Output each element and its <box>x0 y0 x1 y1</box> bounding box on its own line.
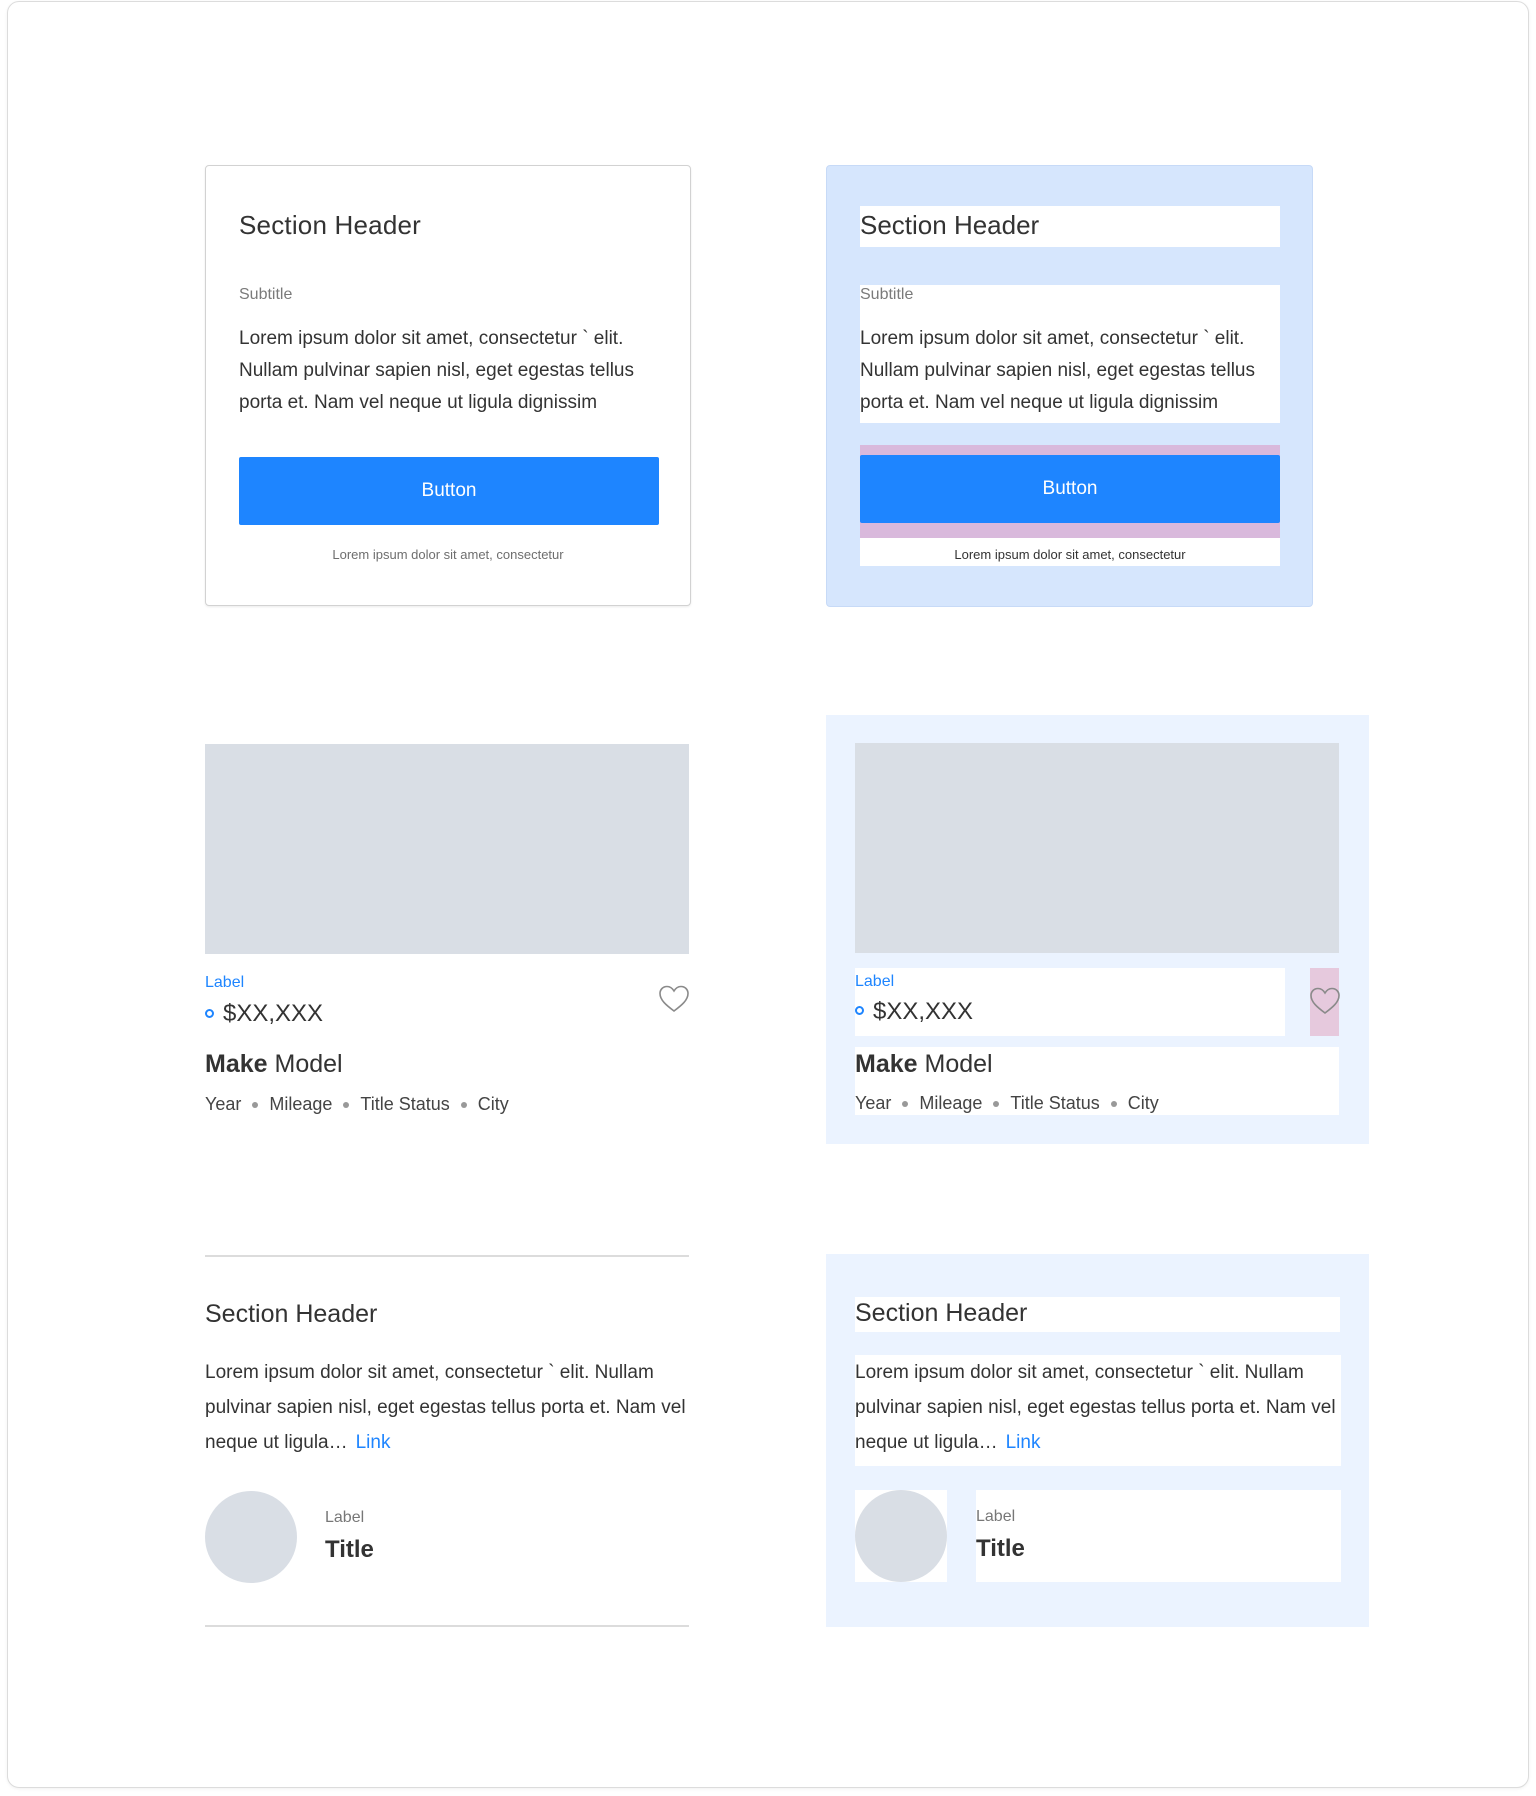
footnote: Lorem ipsum dolor sit amet, consectetur <box>332 547 564 562</box>
avatar <box>855 1490 947 1582</box>
section-header: Section Header <box>205 1300 378 1328</box>
basic-card <box>205 165 691 606</box>
model: Model <box>274 1050 343 1078</box>
status-dot <box>205 1009 214 1018</box>
article-body <box>855 1355 1345 1460</box>
author-highlight <box>976 1490 1341 1582</box>
listing-image-placeholder <box>205 744 689 954</box>
primary-button[interactable]: Button <box>239 457 659 525</box>
divider <box>205 1625 689 1627</box>
listing-label: Label <box>855 973 895 990</box>
section-header: Section Header <box>855 1299 1028 1327</box>
meta-city: City <box>1127 1093 1159 1113</box>
model: Model <box>924 1050 993 1078</box>
author-label: Label <box>325 1509 365 1526</box>
section-header: Section Header <box>239 210 422 240</box>
author-title: Title <box>976 1535 1025 1562</box>
bullet-dot <box>1111 1101 1117 1107</box>
bullet-dot <box>902 1101 908 1107</box>
heart-icon[interactable] <box>658 984 690 1014</box>
status-dot <box>855 1006 864 1015</box>
bullet-dot <box>252 1102 258 1108</box>
listing-card-spacing-overlay <box>826 715 1369 1144</box>
listing-meta <box>855 1093 1159 1114</box>
subtitle: Subtitle <box>239 286 293 303</box>
meta-mileage: Mileage <box>269 1094 333 1114</box>
basic-card-spacing-overlay <box>826 165 1313 607</box>
meta-mileage: Mileage <box>919 1093 983 1113</box>
author-title: Title <box>325 1536 374 1563</box>
canvas-frame <box>7 1 1529 1788</box>
divider <box>205 1255 689 1257</box>
bullet-dot <box>993 1101 999 1107</box>
listing-price: $XX,XXX <box>223 1000 324 1027</box>
primary-button[interactable]: Button <box>860 455 1280 523</box>
subtitle: Subtitle <box>860 286 914 303</box>
avatar <box>205 1491 297 1583</box>
body-text: Lorem ipsum dolor sit amet, consectetur ` elit. Nullam pulvinar sapien nisl, eget egestas tellus porta et. Nam vel neque ut ligula dignissim <box>239 328 634 413</box>
bullet-dot <box>461 1102 467 1108</box>
read-more-link[interactable]: Link <box>355 1432 391 1453</box>
meta-title-status: Title Status <box>1010 1093 1100 1113</box>
body-text: Lorem ipsum dolor sit amet, consectetur ` elit. Nullam pulvinar sapien nisl, eget egestas tellus porta et. Nam vel neque ut ligula… <box>205 1362 686 1453</box>
make-model <box>855 1050 993 1079</box>
article-card-spacing-overlay <box>826 1254 1369 1627</box>
listing-meta <box>205 1094 509 1115</box>
make: Make <box>855 1050 918 1078</box>
make: Make <box>205 1050 268 1078</box>
meta-city: City <box>477 1094 509 1114</box>
meta-title-status: Title Status <box>360 1094 450 1114</box>
footnote: Lorem ipsum dolor sit amet, consectetur <box>954 547 1186 562</box>
section-header: Section Header <box>860 210 1040 240</box>
body-text: Lorem ipsum dolor sit amet, consectetur ` elit. Nullam pulvinar sapien nisl, eget egestas tellus porta et. Nam vel neque ut ligula dignissim <box>860 328 1255 413</box>
listing-price: $XX,XXX <box>873 998 974 1025</box>
heart-icon[interactable] <box>1309 986 1341 1016</box>
meta-year: Year <box>855 1093 892 1113</box>
read-more-link[interactable]: Link <box>1005 1432 1041 1453</box>
author-label: Label <box>976 1508 1016 1525</box>
article-body <box>205 1355 695 1460</box>
bullet-dot <box>343 1102 349 1108</box>
make-model <box>205 1050 343 1079</box>
meta-year: Year <box>205 1094 242 1114</box>
listing-image-placeholder <box>855 743 1339 953</box>
listing-label: Label <box>205 974 245 991</box>
body-text: Lorem ipsum dolor sit amet, consectetur ` elit. Nullam pulvinar sapien nisl, eget egestas tellus porta et. Nam vel neque ut ligula… <box>855 1362 1336 1453</box>
